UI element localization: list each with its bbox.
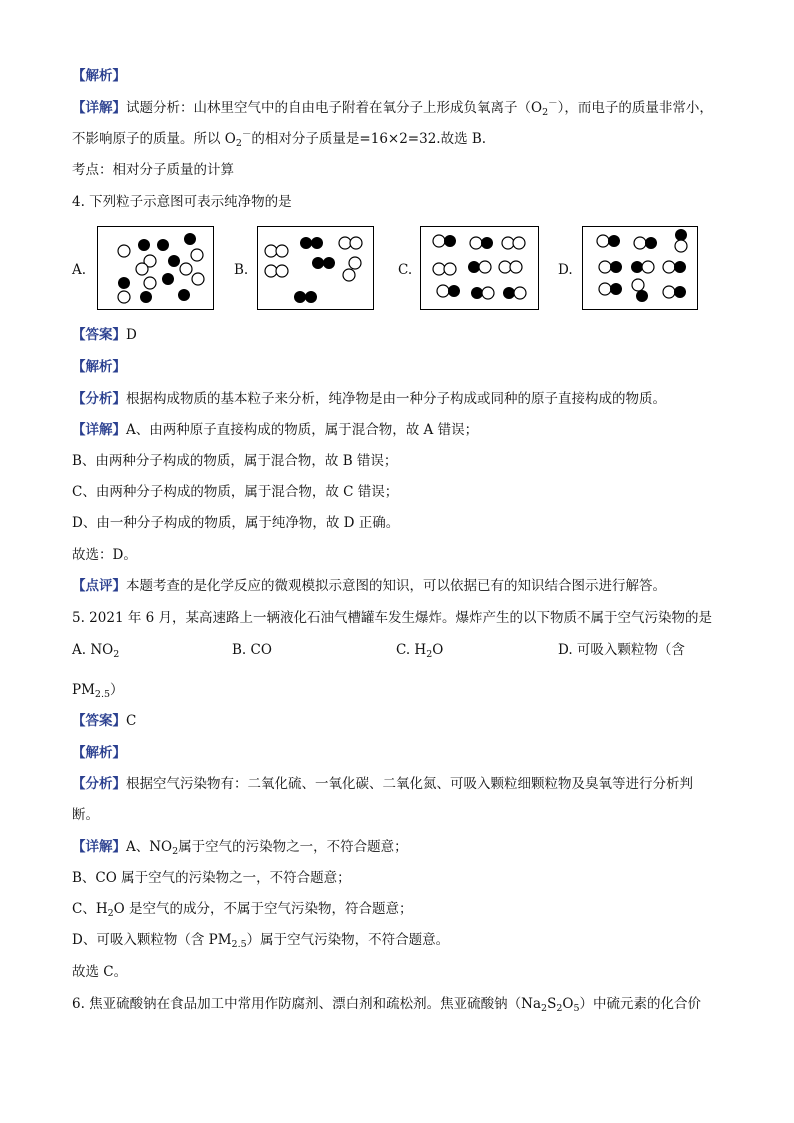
q4-label-c: C. — [398, 262, 413, 278]
q3-kaodian: 考点：相对分子质量的计算 — [72, 162, 234, 178]
q5-conclusion: 故选 C。 — [72, 964, 128, 980]
q5-stem: 5. 2021 年 6 月，某高速路上一辆液化石油气槽罐车发生爆炸。爆炸产生的以下物质不属于空气污染物的是 — [72, 610, 712, 626]
q5-option-c: C. $H_2O$ — [396, 642, 444, 660]
q4-detail-b: B、由两种分子构成的物质，属于混合物，故 B 错误； — [72, 453, 398, 469]
q4-answer: 【答案】D — [72, 327, 137, 343]
q5-jiexi-heading: 【解析】 — [72, 745, 126, 761]
q4-fenxi: 【分析】根据构成物质的基本粒子来分析，纯净物是由一种分子构成或同种的原子直接构成的物质。 — [72, 391, 666, 407]
q4-label-d: D. — [558, 262, 573, 278]
particle-diagram-a — [98, 227, 213, 309]
q4-stem: 4. 下列粒子示意图可表示纯净物的是 — [72, 194, 292, 210]
q5-answer: 【答案】C — [72, 713, 137, 729]
q4-detail-a: 【详解】A、由两种原子直接构成的物质，属于混合物，故 A 错误； — [72, 422, 479, 438]
q4-detail-c: C、由两种分子构成的物质，属于混合物，故 C 错误； — [72, 484, 399, 500]
q4-detail-d: D、由一种分子构成的物质，属于纯净物，故 D 正确。 — [72, 515, 400, 531]
particle-diagram-d — [583, 227, 697, 309]
q5-detail-c: C、$H_2O$ 是空气的成分，不属于空气污染物，符合题意； — [72, 901, 413, 919]
q5-detail-b: B、CO 属于空气的污染物之一，不符合题意； — [72, 870, 351, 886]
q4-label-b: B. — [234, 262, 249, 278]
q5-option-b: B. CO — [232, 642, 272, 658]
q4-dianping: 【点评】本题考查的是化学反应的微观模拟示意图的知识，可以依据已有的知识结合图示进行解答。 — [72, 578, 666, 594]
q4-figure-d — [582, 226, 698, 310]
q5-detail-a: 【详解】A、$NO_2$属于空气的污染物之一，不符合题意； — [72, 839, 408, 857]
q5-option-d-cont: $PM_{2.5}$） — [72, 682, 124, 700]
q4-label-a: A. — [72, 262, 87, 278]
q5-option-a: A. $NO_2$ — [72, 642, 120, 660]
q4-figure-b — [257, 226, 374, 310]
particle-diagram-c — [421, 227, 538, 309]
q5-fenxi-line1: 【分析】根据空气污染物有：二氧化硫、一氧化碳、二氧化氮、可吸入颗粒细颗粒物及臭氧等进行分析判 — [72, 776, 693, 792]
q4-jiexi-heading: 【解析】 — [72, 359, 126, 375]
q3-jiexi-heading: 【解析】 — [72, 68, 126, 84]
q6-stem: 6. 焦亚硫酸钠在食品加工中常用作防腐剂、漂白剂和疏松剂。焦亚硫酸钠$(Na_2S_2O_5)$中硫元素的化合价 — [72, 996, 702, 1014]
q3-detail-line2: 不影响原子的质量。所以 $O_2^-$的相对分子质量是=16×2=32.故选 B. — [72, 129, 487, 149]
particle-diagram-b — [258, 227, 373, 309]
q4-figure-c — [420, 226, 539, 310]
q5-fenxi-line2: 断。 — [72, 807, 99, 823]
q4-conclusion: 故选：D。 — [72, 547, 137, 563]
q3-detail-line1: 【详解】试题分析：山林里空气中的自由电子附着在氧分子上形成负氧离子$(O_2^-)$，而电子的质量非常小， — [72, 98, 713, 118]
q5-detail-d: D、可吸入颗粒物（含 $PM_{2.5}$）属于空气污染物，不符合题意。 — [72, 932, 450, 950]
q5-option-d: D. 可吸入颗粒物（含 — [558, 642, 685, 658]
q4-figure-a — [97, 226, 214, 310]
